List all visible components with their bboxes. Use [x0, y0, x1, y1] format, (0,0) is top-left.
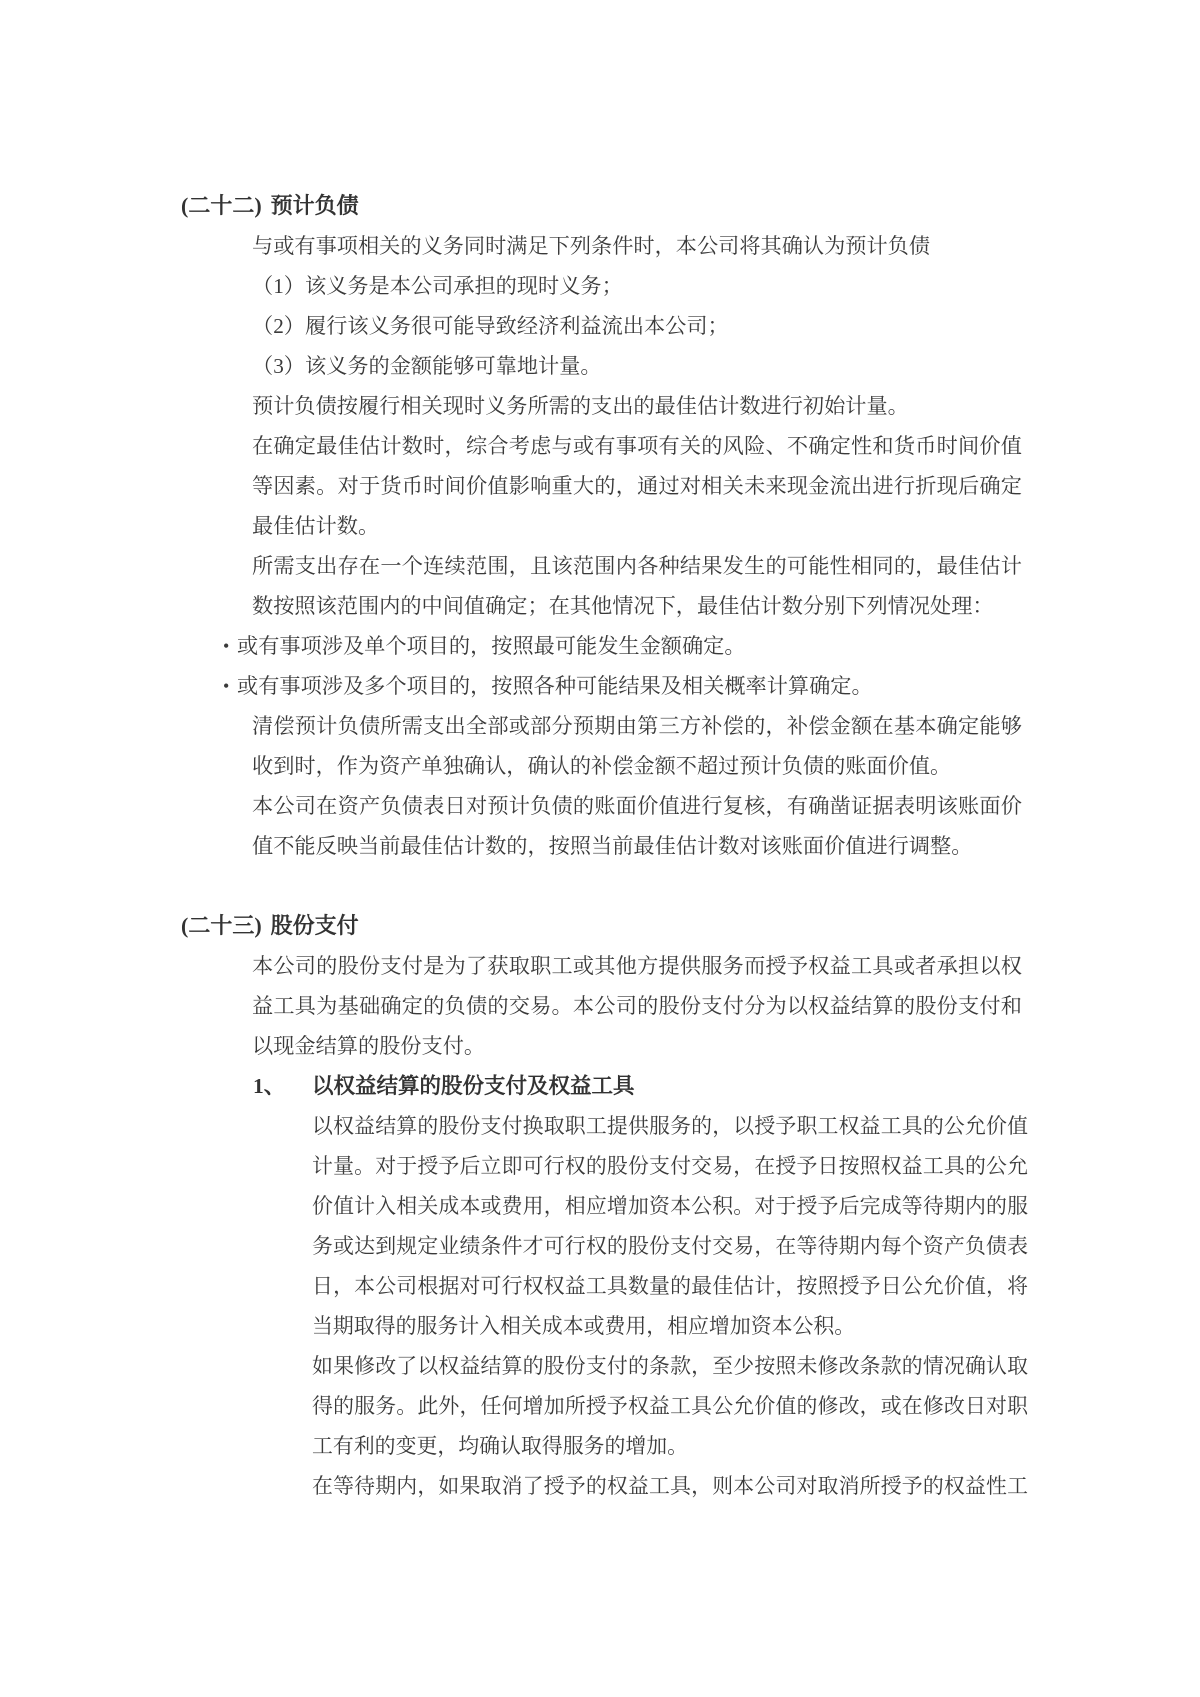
s22-paragraph-review	[252, 786, 1022, 866]
paragraph-line: 务或达到规定业绩条件才可行权的股份支付交易，在等待期内每个资产负债表	[312, 1234, 1028, 1258]
paragraph-line: 在确定最佳估计数时，综合考虑与或有事项有关的风险、不确定性和货币时间价值	[252, 434, 1022, 458]
s22-bullet-multiple-items	[223, 666, 1023, 706]
s23-sub1-paragraph-measurement	[312, 1106, 1028, 1346]
section-22-heading	[181, 186, 1200, 226]
paragraph-line: 如果修改了以权益结算的股份支付的条款，至少按照未修改条款的情况确认取	[312, 1354, 1028, 1378]
s22-paragraph-best-estimate	[252, 426, 1022, 546]
s22-condition-item-1: （1）该义务是本公司承担的现时义务；	[252, 274, 623, 298]
s23-sub1-paragraph-cancellation	[312, 1466, 1028, 1506]
paragraph-line: 与或有事项相关的义务同时满足下列条件时，本公司将其确认为预计负债	[252, 234, 931, 258]
s23-sub1-title: 以权益结算的股份支付及权益工具	[312, 1074, 635, 1098]
paragraph-line: 价值计入相关成本或费用，相应增加资本公积。对于授予后完成等待期内的服	[312, 1194, 1028, 1218]
paragraph-line: 工有利的变更，均确认取得服务的增加。	[312, 1434, 689, 1458]
s23-paragraph-intro	[252, 946, 1022, 1066]
paragraph-line: 收到时，作为资产单独确认，确认的补偿金额不超过预计负债的账面价值。	[252, 754, 952, 778]
s23-sub1-heading	[253, 1066, 1200, 1106]
s22-bullet-single-item	[223, 626, 1023, 666]
paragraph-line: 当期取得的服务计入相关成本或费用，相应增加资本公积。	[312, 1314, 856, 1338]
paragraph-line: 日，本公司根据对可行权权益工具数量的最佳估计，按照授予日公允价值，将	[312, 1274, 1028, 1298]
paragraph-line: 等因素。对于货币时间价值影响重大的，通过对相关未来现金流出进行折现后确定	[252, 474, 1022, 498]
bullet-text: 或有事项涉及单个项目的，按照最可能发生金额确定。	[237, 634, 746, 658]
paragraph-line: 本公司在资产负债表日对预计负债的账面价值进行复核，有确凿证据表明该账面价	[252, 794, 1022, 818]
paragraph-line: 计量。对于授予后立即可行权的股份支付交易，在授予日按照权益工具的公允	[312, 1154, 1028, 1178]
paragraph-line: 预计负债按履行相关现时义务所需的支出的最佳估计数进行初始计量。	[252, 394, 909, 418]
paragraph-line: 在等待期内，如果取消了授予的权益工具，则本公司对取消所授予的权益性工	[312, 1474, 1028, 1498]
section-23-title: 股份支付	[270, 913, 359, 938]
s22-paragraph-initial-measure	[252, 386, 1022, 426]
s22-paragraph-conditions	[252, 226, 1022, 266]
bullet-icon: •	[223, 676, 230, 696]
bullet-icon: •	[223, 636, 230, 656]
paragraph-line: 数按照该范围内的中间值确定；在其他情况下，最佳估计数分别下列情况处理：	[252, 594, 994, 618]
section-23-number: (二十三)	[181, 913, 262, 938]
paragraph-line: 值不能反映当前最佳估计数的，按照当前最佳估计数对该账面价值进行调整。	[252, 834, 973, 858]
paragraph-line: 最佳估计数。	[252, 514, 380, 538]
s22-condition-item-3: （3）该义务的金额能够可靠地计量。	[252, 354, 602, 378]
paragraph-line: 以现金结算的股份支付。	[252, 1034, 486, 1058]
s22-condition-item-2: （2）履行该义务很可能导致经济利益流出本公司；	[252, 314, 729, 338]
paragraph-line: 得的服务。此外，任何增加所授予权益工具公允价值的修改，或在修改日对职	[312, 1394, 1028, 1418]
paragraph-line: 益工具为基础确定的负债的交易。本公司的股份支付分为以权益结算的股份支付和	[252, 994, 1022, 1018]
section-22-title: 预计负债	[270, 193, 359, 218]
paragraph-line: 清偿预计负债所需支出全部或部分预期由第三方补偿的，补偿金额在基本确定能够	[252, 714, 1022, 738]
s22-paragraph-reimbursement	[252, 706, 1022, 786]
section-23-heading	[181, 906, 1200, 946]
section-22-number: (二十二)	[181, 193, 262, 218]
paragraph-line: 所需支出存在一个连续范围，且该范围内各种结果发生的可能性相同的，最佳估计	[252, 554, 1022, 578]
s22-paragraph-range	[252, 546, 1022, 626]
s23-sub1-number: 1、	[253, 1074, 286, 1098]
bullet-text: 或有事项涉及多个项目的，按照各种可能结果及相关概率计算确定。	[237, 674, 873, 698]
s23-sub1-paragraph-modification	[312, 1346, 1028, 1466]
paragraph-line: 以权益结算的股份支付换取职工提供服务的，以授予职工权益工具的公允价值	[312, 1114, 1028, 1138]
paragraph-line: 本公司的股份支付是为了获取职工或其他方提供服务而授予权益工具或者承担以权	[252, 954, 1022, 978]
